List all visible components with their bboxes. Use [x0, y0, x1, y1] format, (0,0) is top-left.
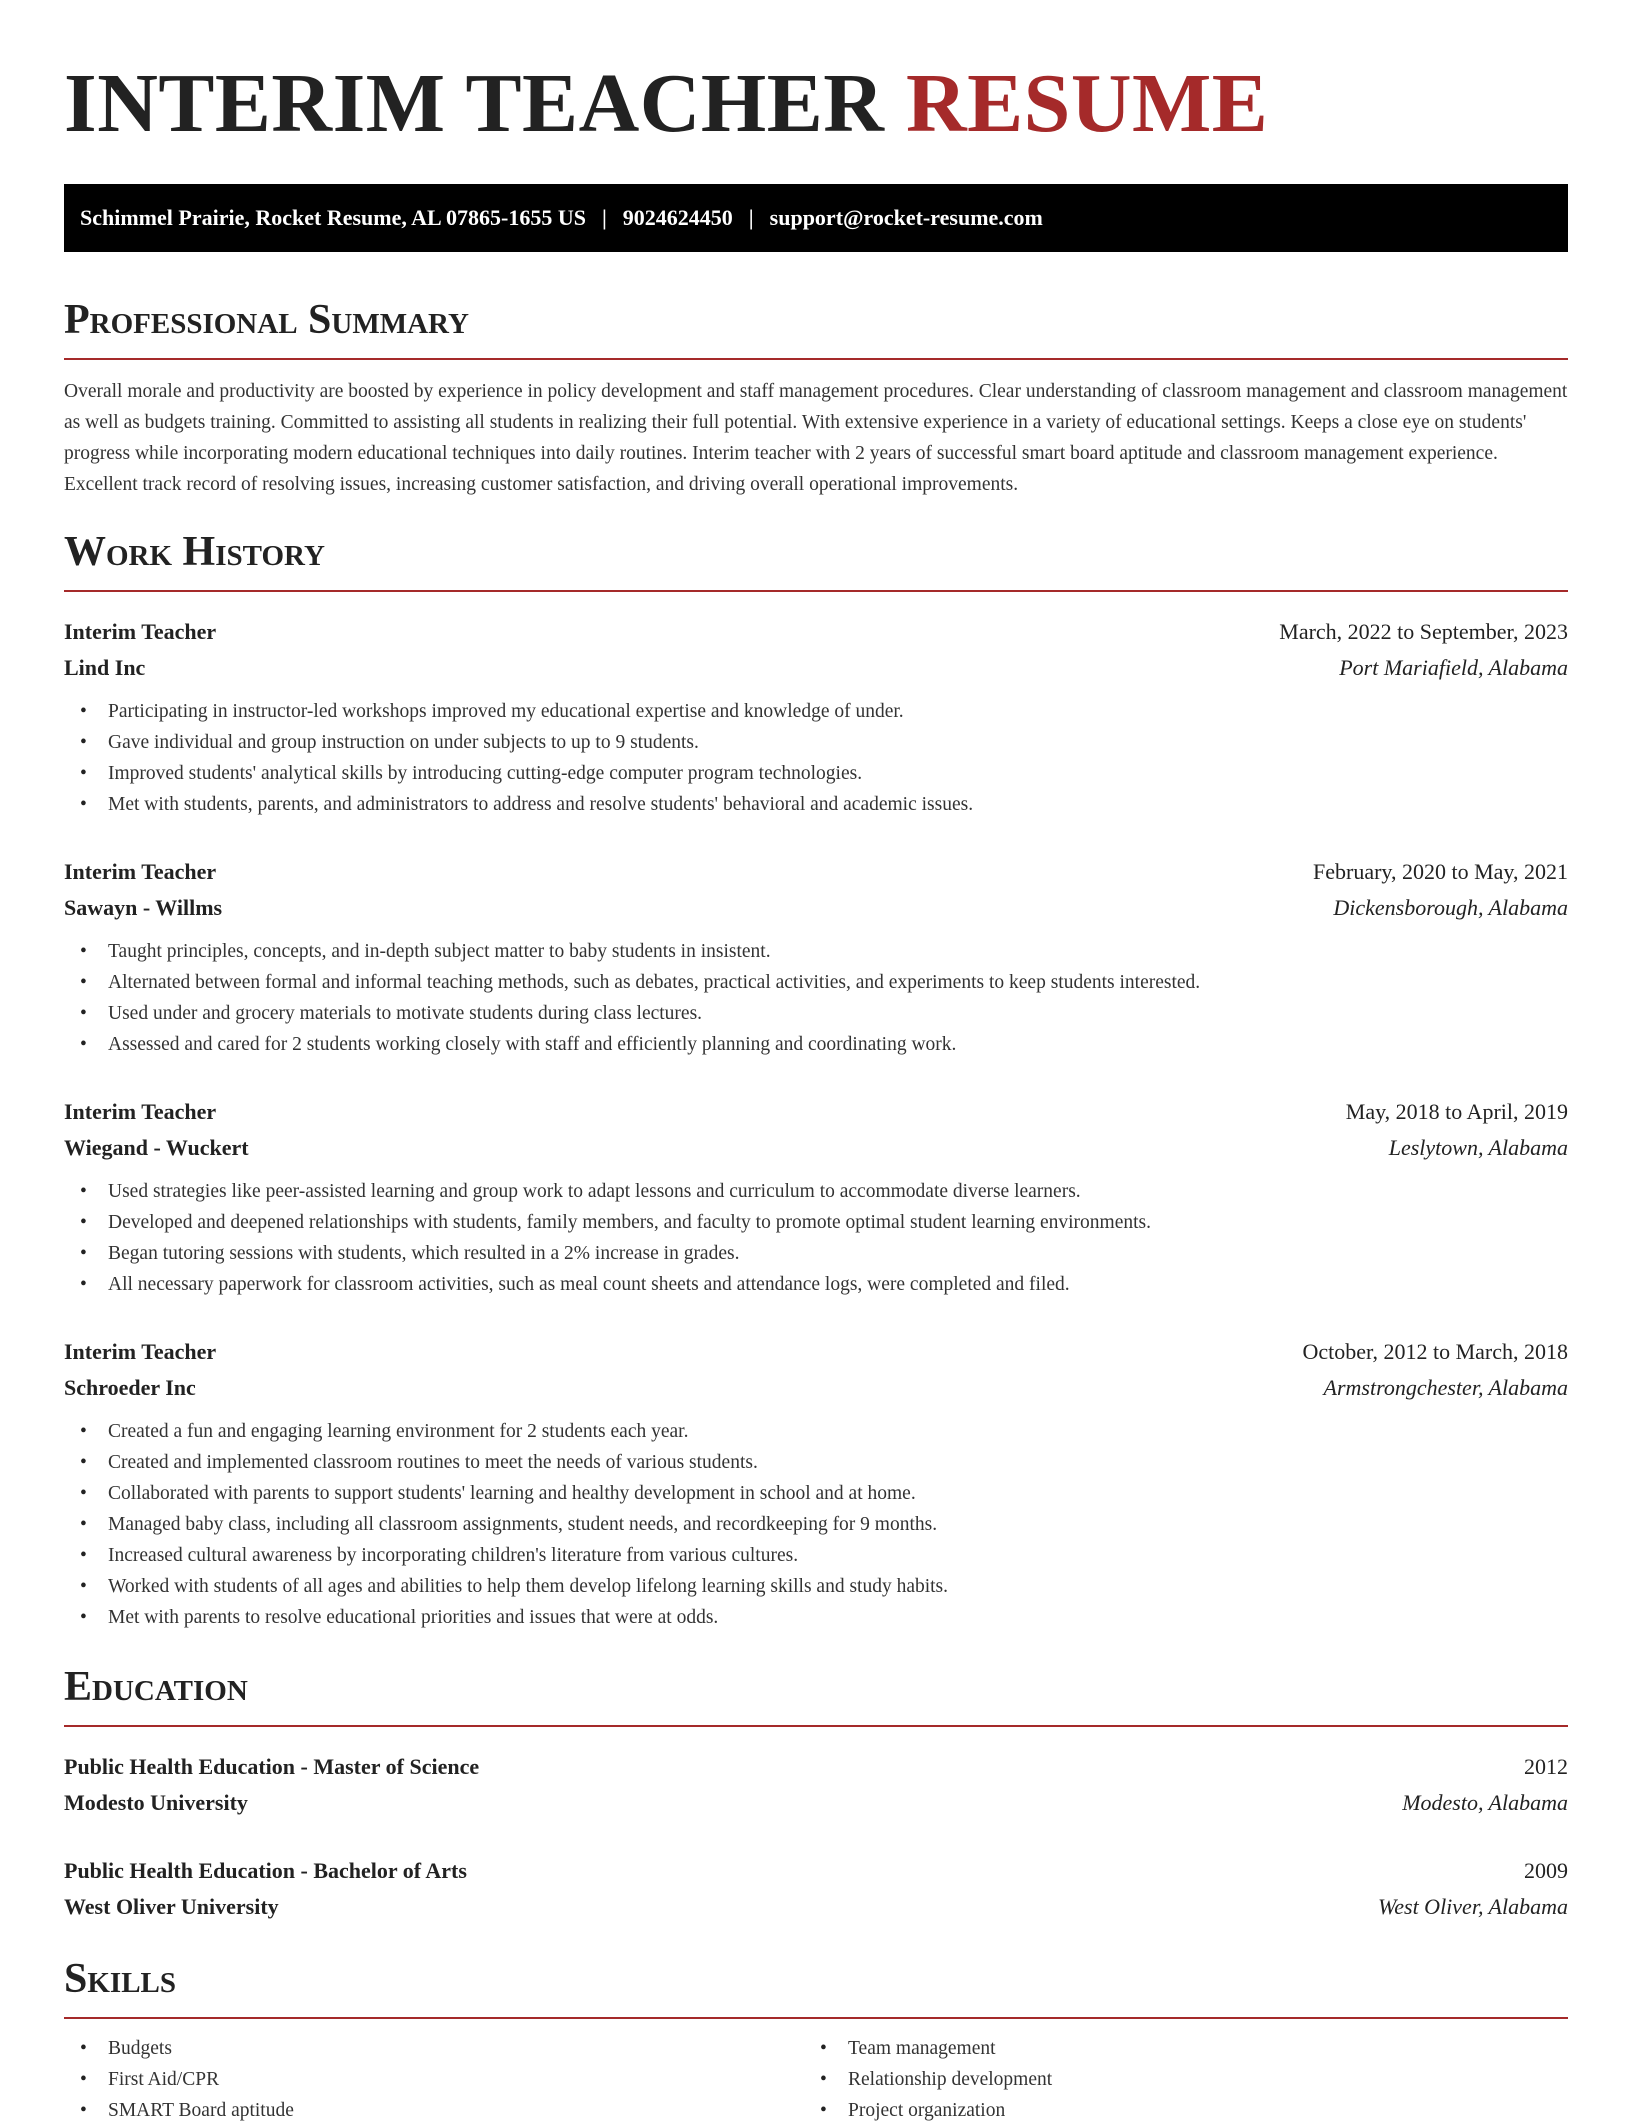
job-location: Leslytown, Alabama [1388, 1135, 1568, 1160]
summary-heading: Professional Summary [64, 297, 469, 343]
job-bullet: • Used under and grocery materials to motivate students during class lectures. [64, 998, 1568, 1029]
work-history-section [64, 528, 1568, 1633]
job-company: Wiegand - Wuckert [64, 1135, 249, 1160]
job-title: Interim Teacher [64, 1099, 217, 1124]
job-company: Lind Inc [64, 655, 146, 680]
contact-bar [64, 184, 1568, 252]
education-heading: Education [64, 1664, 248, 1710]
job-entry [64, 1334, 1568, 1633]
job-dates: March, 2022 to September, 2023 [1279, 619, 1568, 644]
education-entry [64, 1749, 1568, 1821]
skill-item: • Team management [804, 2033, 1544, 2064]
education-section [64, 1663, 1568, 1925]
job-entry [64, 1094, 1568, 1300]
job-bullet: • Taught principles, concepts, and in-depth subject matter to baby students in insistent. [64, 936, 1568, 967]
job-bullets [64, 936, 1568, 1060]
job-bullet: • Collaborated with parents to support students' learning and healthy development in school and at home. [64, 1478, 1568, 1509]
job-location: Armstrongchester, Alabama [1323, 1375, 1568, 1400]
resume-page [64, 0, 1568, 2126]
skill-item: • Relationship development [804, 2064, 1544, 2095]
work-history-heading: Work History [64, 529, 325, 575]
job-bullet: • Managed baby class, including all classroom assignments, student needs, and recordkeeping for 9 months. [64, 1509, 1568, 1540]
job-bullets [64, 1176, 1568, 1300]
contact-separator: | [601, 205, 607, 230]
job-dates: May, 2018 to April, 2019 [1345, 1099, 1568, 1124]
job-dates: February, 2020 to May, 2021 [1313, 859, 1568, 884]
education-year: 2009 [1524, 1858, 1568, 1883]
education-degree: Public Health Education - Bachelor of Arts [64, 1858, 467, 1883]
job-bullet: • Increased cultural awareness by incorporating children's literature from various cultures. [64, 1540, 1568, 1571]
job-title: Interim Teacher [64, 619, 217, 644]
education-degree: Public Health Education - Master of Science [64, 1754, 480, 1779]
job-location: Dickensborough, Alabama [1333, 895, 1568, 920]
education-school: West Oliver University [64, 1894, 279, 1919]
job-company: Sawayn - Willms [64, 895, 223, 920]
job-bullet: • Participating in instructor-led workshops improved my educational expertise and knowledge of under. [64, 696, 1568, 727]
contact-address: Schimmel Prairie, Rocket Resume, AL 07865-1655 US [80, 205, 586, 230]
education-entry [64, 1853, 1568, 1925]
skills-columns [64, 2033, 1568, 2126]
title-main: INTERIM TEACHER [64, 57, 885, 150]
job-bullet: • Met with students, parents, and administrators to address and resolve students' behavioral and academic issues. [64, 789, 1568, 820]
job-bullet: • Worked with students of all ages and abilities to help them develop lifelong learning skills and study habits. [64, 1571, 1568, 1602]
title-accent: RESUME [905, 57, 1269, 150]
skills-list-left [64, 2033, 804, 2126]
job-title: Interim Teacher [64, 859, 217, 884]
skills-list-right [804, 2033, 1544, 2126]
job-bullet: • All necessary paperwork for classroom activities, such as meal count sheets and attendance logs, were completed and filed. [64, 1269, 1568, 1300]
section-divider [64, 1725, 1568, 1727]
education-school: Modesto University [64, 1790, 248, 1815]
skill-item: • Project organization [804, 2095, 1544, 2126]
skills-section [64, 1955, 1568, 2126]
summary-section [64, 296, 1568, 500]
section-divider [64, 2017, 1568, 2019]
job-bullet: • Used strategies like peer-assisted learning and group work to adapt lessons and curriculum to accommodate diverse learners. [64, 1176, 1568, 1207]
job-bullet: • Gave individual and group instruction on under subjects to up to 9 students. [64, 727, 1568, 758]
resume-title [64, 58, 1568, 150]
job-bullet: • Met with parents to resolve educational priorities and issues that were at odds. [64, 1602, 1568, 1633]
contact-phone: 9024624450 [622, 205, 733, 230]
education-year: 2012 [1524, 1754, 1568, 1779]
job-bullet: • Created and implemented classroom routines to meet the needs of various students. [64, 1447, 1568, 1478]
section-divider [64, 358, 1568, 360]
job-bullets [64, 1416, 1568, 1633]
job-title: Interim Teacher [64, 1339, 217, 1364]
contact-separator: | [748, 205, 754, 230]
skill-item: • Budgets [64, 2033, 804, 2064]
skill-item: • SMART Board aptitude [64, 2095, 804, 2126]
contact-email: support@rocket-resume.com [769, 205, 1043, 230]
job-bullets [64, 696, 1568, 820]
section-divider [64, 590, 1568, 592]
job-dates: October, 2012 to March, 2018 [1302, 1339, 1568, 1364]
job-company: Schroeder Inc [64, 1375, 196, 1400]
job-entry [64, 854, 1568, 1060]
education-location: Modesto, Alabama [1402, 1790, 1568, 1815]
skill-item: • First Aid/CPR [64, 2064, 804, 2095]
job-bullet: • Developed and deepened relationships with students, family members, and faculty to promote optimal student learning environments. [64, 1207, 1568, 1238]
job-bullet: • Improved students' analytical skills by introducing cutting-edge computer program technologies. [64, 758, 1568, 789]
summary-text: Overall morale and productivity are boosted by experience in policy development and staff management procedures. Clear understanding of classroom management and classroom management as well as budgets training. Committed to assisting all students in realizing their full potential. With extensive experience in a variety of educational settings. Keeps a close eye on students' progress while incorporating modern educational techniques into daily routines. Interim teacher with 2 years of successful smart board aptitude and classroom management experience. Excellent track record of resolving issues, increasing customer satisfaction, and driving overall operational improvements. [64, 381, 1568, 495]
education-location: West Oliver, Alabama [1377, 1894, 1568, 1919]
skills-heading: Skills [64, 1956, 177, 2002]
job-bullet: • Began tutoring sessions with students, which resulted in a 2% increase in grades. [64, 1238, 1568, 1269]
job-bullet: • Created a fun and engaging learning environment for 2 students each year. [64, 1416, 1568, 1447]
job-bullet: • Alternated between formal and informal teaching methods, such as debates, practical activities, and experiments to keep students interested. [64, 967, 1568, 998]
job-entry [64, 614, 1568, 820]
job-location: Port Mariafield, Alabama [1339, 655, 1568, 680]
job-bullet: • Assessed and cared for 2 students working closely with staff and efficiently planning and coordinating work. [64, 1029, 1568, 1060]
